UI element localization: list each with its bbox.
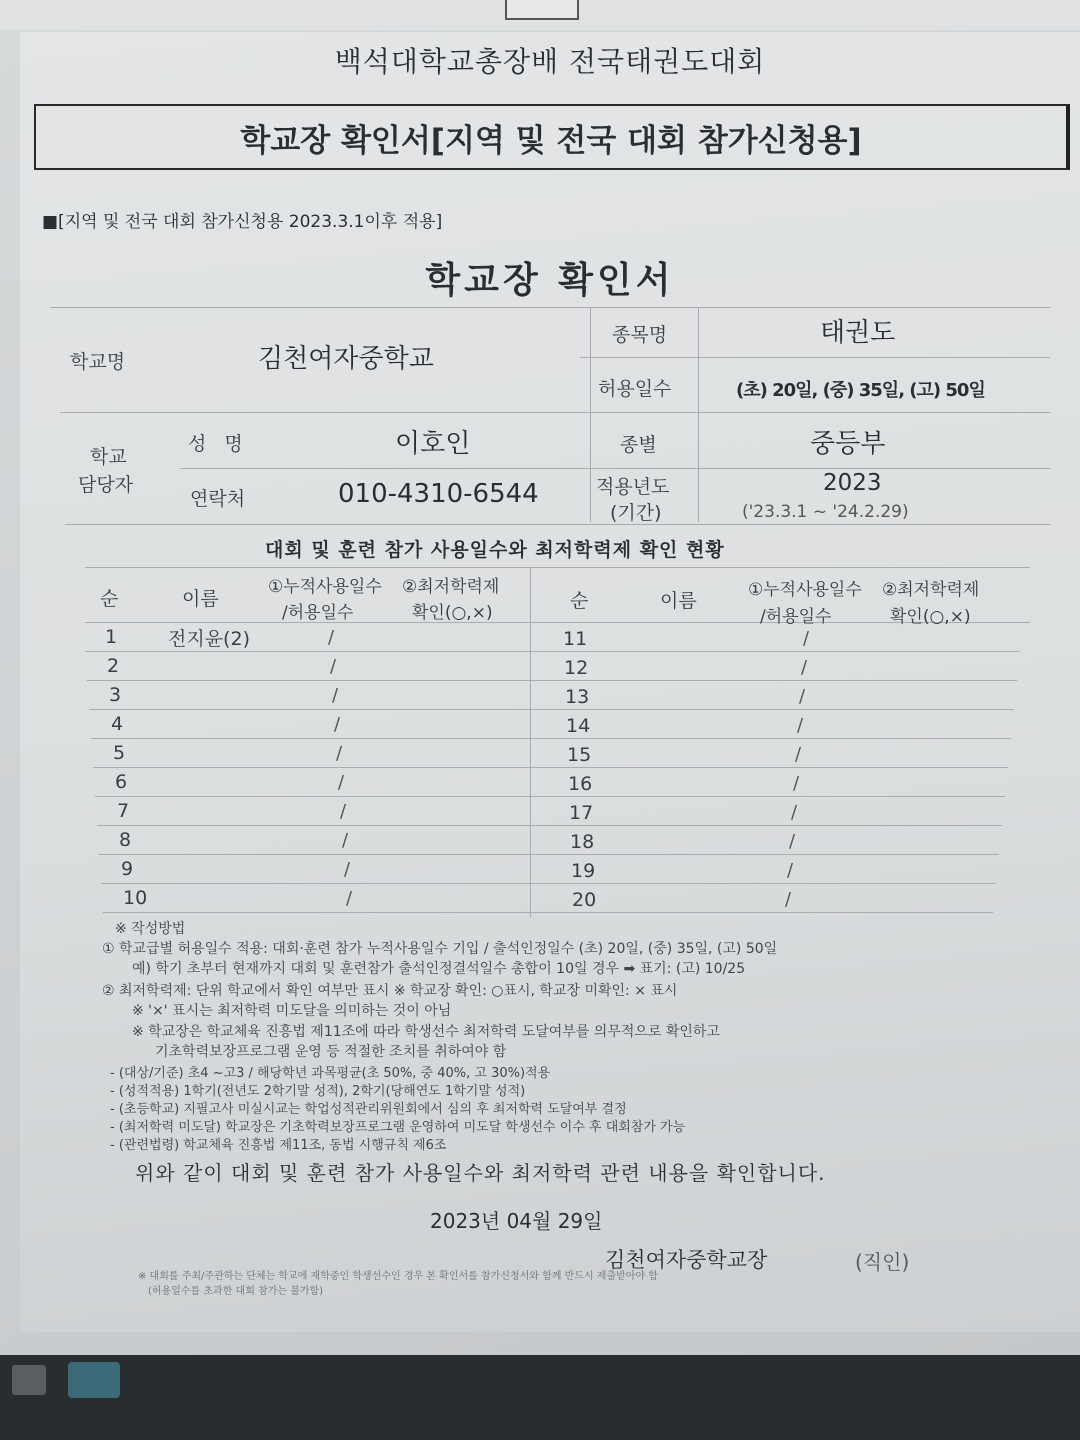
form-title-box (34, 104, 1070, 170)
days-slash: / (344, 859, 351, 880)
table-row-line (91, 738, 536, 739)
row-number: 4 (111, 713, 124, 735)
table-row-line (95, 796, 540, 797)
row-number: 8 (119, 829, 132, 851)
instruction-line: 기초학력보장프로그램 운영 등 적절한 조치를 취하여야 함 (155, 1044, 507, 1060)
table-row-line (93, 767, 538, 768)
col-days-left-2: /허용일수 (282, 603, 354, 623)
info-divider-2 (698, 307, 699, 522)
days-slash: / (346, 888, 353, 909)
school-value: 김천여자중학교 (258, 344, 434, 374)
taskbar-file-icon[interactable] (12, 1365, 46, 1395)
row-number: 11 (563, 628, 588, 650)
days-slash: / (795, 744, 802, 765)
phone-value: 010-4310-6544 (338, 479, 539, 509)
days-slash: / (334, 714, 341, 735)
row-number: 2 (107, 655, 120, 677)
sport-value: 태권도 (820, 318, 896, 348)
instruction-line: ※ '×' 표시는 최저학력 미도달을 의미하는 것이 아님 (132, 1003, 452, 1019)
days-slash: / (789, 831, 796, 852)
table-line-top (85, 567, 1030, 568)
days-slash: / (340, 801, 347, 822)
table-row-line (530, 651, 1020, 652)
instruction-line: ② 최저학력제: 단위 학교에서 확인 여부만 표시 ※ 학교장 확인: ○표시, 학교장 미확인: × 표시 (102, 983, 678, 999)
info-line-4 (65, 524, 1050, 525)
document-page (20, 32, 1080, 1332)
taskbar-app-icon[interactable] (68, 1362, 120, 1398)
days-value: (초) 20일, (중) 35일, (고) 50일 (736, 380, 985, 401)
contact-label-1: 학교 (90, 446, 127, 468)
row-number: 3 (109, 684, 122, 706)
col-name-left: 이름 (182, 588, 219, 610)
days-slash: / (342, 830, 349, 851)
days-slash: / (328, 627, 335, 648)
days-slash: / (799, 686, 806, 707)
col-check-left-2: 확인(○,×) (412, 603, 493, 623)
col-name-right: 이름 (660, 590, 697, 612)
year-label: 적용년도 (596, 476, 670, 498)
days-slash: / (336, 743, 343, 764)
col-check-right-2: 확인(○,×) (890, 607, 971, 627)
division-label: 종별 (620, 434, 657, 456)
document-title: 학교장 확인서 (425, 260, 675, 301)
name-value: 이호인 (395, 429, 471, 459)
row-number: 19 (571, 860, 596, 882)
table-row-line (97, 825, 542, 826)
row-number: 13 (565, 686, 590, 708)
days-slash: / (330, 656, 337, 677)
table-row-line (530, 680, 1017, 681)
table-row-line (530, 709, 1014, 710)
school-label: 학교명 (70, 351, 126, 373)
table-row-line (89, 709, 534, 710)
name-label: 성 명 (188, 433, 249, 455)
col-check-right-1: ②최저학력제 (882, 580, 980, 600)
division-value: 중등부 (810, 429, 886, 459)
col-days-left-1: ①누적사용일수 (268, 577, 382, 597)
table-row-line (530, 796, 1005, 797)
form-title: 학교장 확인서[지역 및 전국 대회 참가신청용] (240, 122, 862, 159)
days-slash: / (797, 715, 804, 736)
info-divider-1 (590, 307, 591, 522)
table-title: 대회 및 훈련 참가 사용일수와 최저학력제 확인 현황 (265, 539, 725, 561)
signer-name: 김천여자중학교장 (605, 1248, 768, 1272)
col-check-left-1: ②최저학력제 (402, 577, 500, 597)
viewer-tab[interactable] (505, 0, 579, 20)
table-row-line (85, 651, 530, 652)
instruction-line: ※ 작성방법 (115, 921, 186, 937)
row-number: 18 (570, 831, 595, 853)
official-seal: (직인) (855, 1250, 910, 1274)
table-row-line (530, 738, 1011, 739)
row-number: 20 (572, 889, 597, 911)
phone-label: 연락처 (190, 488, 246, 510)
instruction-line: - (최저학력 미도달) 학교장은 기초학력보장프로그램 운영하여 미도달 학생선수 이수 후 대회참가 가능 (110, 1120, 686, 1135)
applicability-note: ■[지역 및 전국 대회 참가신청용 2023.3.1이후 적용] (42, 212, 443, 232)
info-line-1 (580, 357, 1050, 358)
confirmation-text: 위와 같이 대회 및 훈련 참가 사용일수와 최저학력 관련 내용을 확인합니다. (135, 1161, 826, 1185)
table-row-line (101, 883, 546, 884)
confirmation-date: 2023년 04월 29일 (430, 1209, 603, 1233)
row-number: 12 (564, 657, 589, 679)
col-no-right: 순 (570, 590, 589, 612)
row-number: 17 (569, 802, 594, 824)
year-sub-label: (기간) (610, 502, 662, 524)
table-row-line (530, 767, 1008, 768)
table-row-line (530, 912, 993, 913)
year-value: 2023 (823, 470, 882, 496)
footnote-1: ※ 대회를 주최/주관하는 단체는 학교에 재학중인 학생선수인 경우 본 확인서를 참가신청서와 함께 반드시 제출받아야 함 (138, 1271, 658, 1282)
row-number: 16 (568, 773, 593, 795)
row-number: 14 (566, 715, 591, 737)
instruction-line: - (초등학교) 지필고사 미실시교는 학업성적관리위원회에서 심의 후 최저학력 도달여부 결정 (110, 1102, 627, 1117)
row-number: 9 (121, 858, 134, 880)
days-slash: / (785, 889, 792, 910)
days-slash: / (801, 657, 808, 678)
table-row-line (530, 854, 999, 855)
competition-title: 백석대학교총장배 전국태권도대회 (334, 45, 766, 78)
days-slash: / (793, 773, 800, 794)
table-row-line (530, 825, 1002, 826)
table-row-line (530, 883, 996, 884)
period-value: ('23.3.1 ~ '24.2.29) (742, 502, 909, 522)
row-number: 7 (117, 800, 130, 822)
instruction-line: ※ 학교장은 학교체육 진흥법 제11조에 따라 학생선수 최저학력 도달여부를 의무적으로 확인하고 (132, 1024, 720, 1040)
col-days-right-2: /허용일수 (760, 607, 832, 627)
row-number: 10 (123, 887, 148, 909)
row-number: 1 (105, 626, 118, 648)
info-line-2 (60, 412, 1050, 413)
col-days-right-1: ①누적사용일수 (748, 580, 862, 600)
row-number: 15 (567, 744, 592, 766)
instruction-line: ① 학교급별 허용일수 적용: 대회·훈련 참가 누적사용일수 기입 / 출석인정일수 (초) 20일, (중) 35일, (고) 50일 (102, 941, 778, 957)
days-slash: / (803, 628, 810, 649)
info-line-3 (180, 468, 1050, 469)
table-header-line (85, 622, 1030, 623)
table-center-divider (530, 567, 531, 917)
contact-label-2: 담당자 (78, 474, 134, 496)
days-slash: / (791, 802, 798, 823)
instruction-line: - (관련법령) 학교체육 진흥법 제11조, 동법 시행규칙 제6조 (110, 1138, 447, 1153)
footnote-2: (허용일수를 초과한 대회 참가는 불가함) (148, 1286, 324, 1297)
days-slash: / (787, 860, 794, 881)
days-label: 허용일수 (598, 378, 672, 400)
days-slash: / (332, 685, 339, 706)
row-number: 6 (115, 771, 128, 793)
table-row-line (99, 854, 544, 855)
instruction-line: 예) 학기 초부터 현재까지 대회 및 훈련참가 출석인정결석일수 총합이 10일 경우 ➡ 표기: (고) 10/25 (132, 961, 746, 977)
table-row-line (87, 680, 532, 681)
taskbar (0, 1355, 1080, 1440)
row-number: 5 (113, 742, 126, 764)
row-name: 전지윤(2) (168, 628, 250, 650)
col-no-left: 순 (100, 588, 119, 610)
sport-label: 종목명 (612, 324, 668, 346)
instruction-line: - (성적적용) 1학기(전년도 2학기말 성적), 2학기(당해연도 1학기말 성적) (110, 1084, 526, 1099)
days-slash: / (338, 772, 345, 793)
instruction-line: - (대상/기준) 초4 ~고3 / 해당학년 과목평균(초 50%, 중 40%, 고 30%)적용 (110, 1066, 551, 1081)
table-row-line (103, 912, 548, 913)
info-line-top (50, 307, 1050, 308)
